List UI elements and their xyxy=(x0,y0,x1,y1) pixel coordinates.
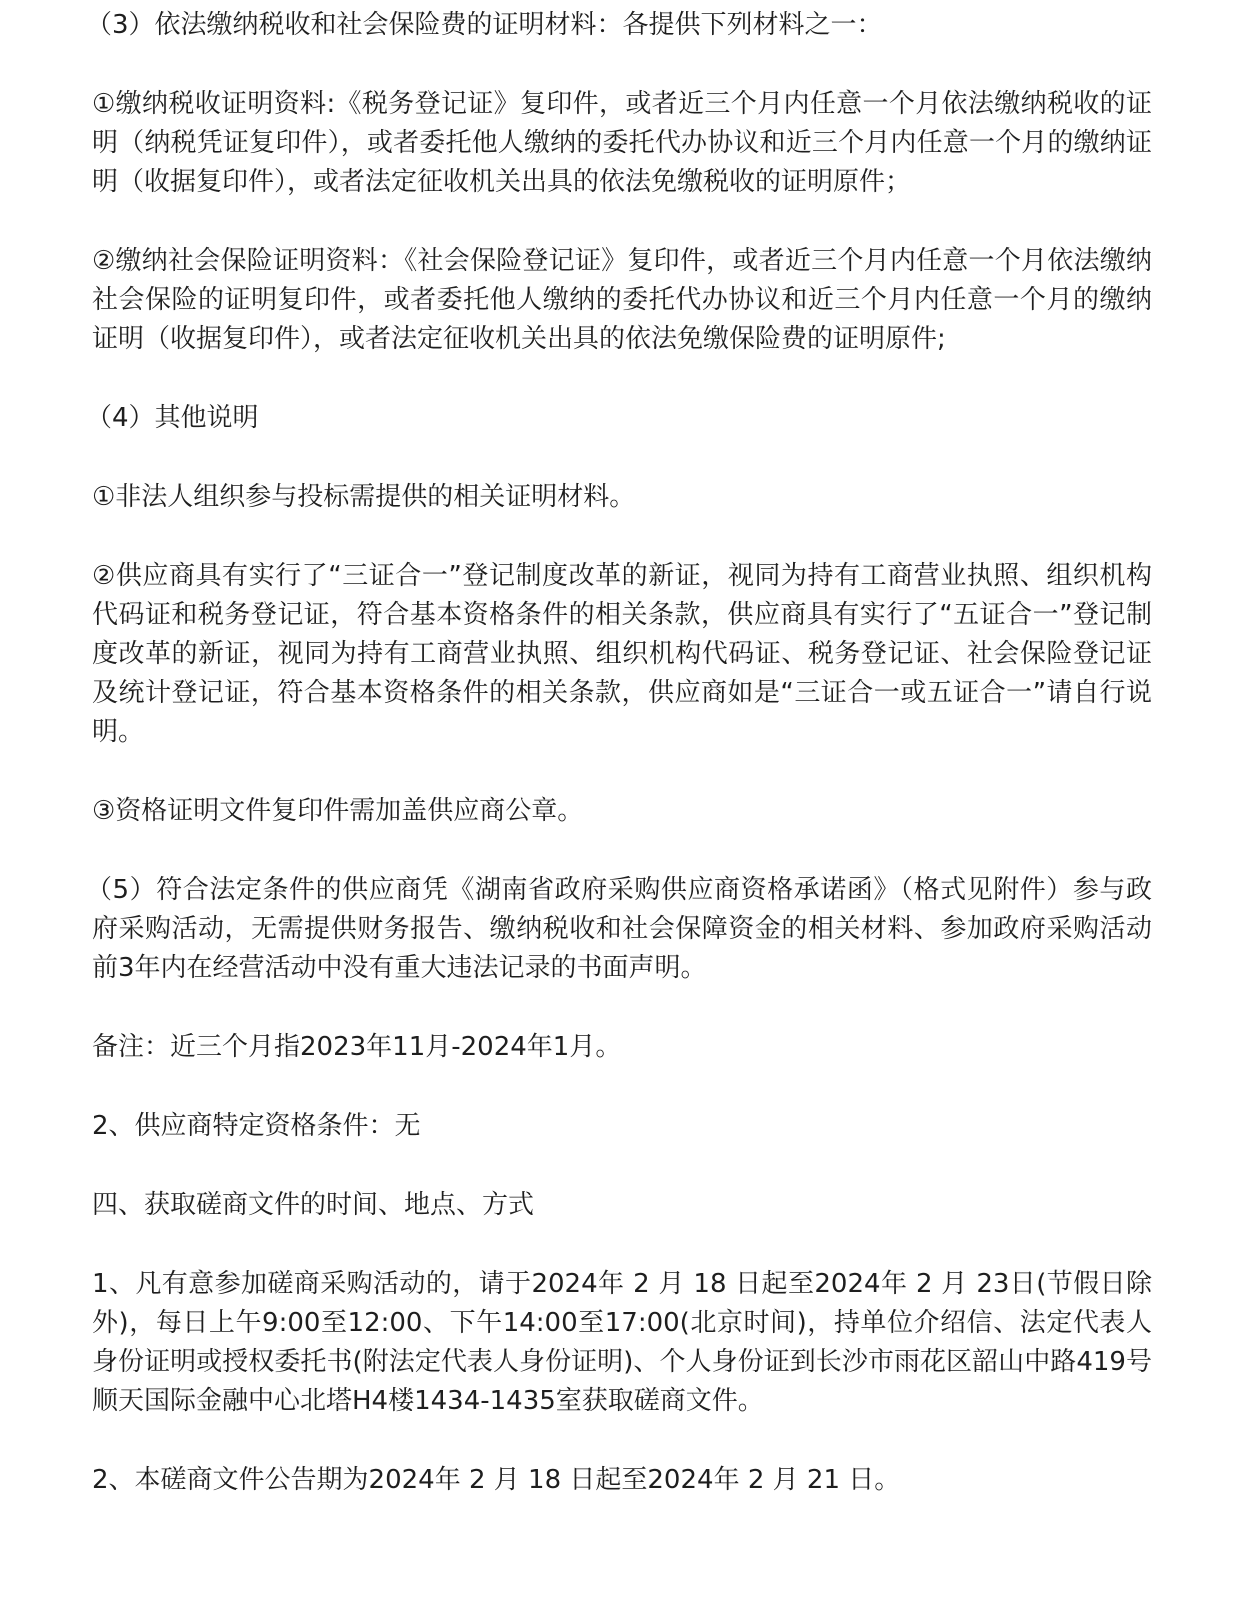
paragraph-certificate-merger: ②供应商具有实行了“三证合一”登记制度改革的新证，视同为持有工商营业执照、组织机构代码证和税务登记证，符合基本资格条件的相关条款，供应商具有实行了“五证合一”登记制度改革的新证，视同为持有工商营业执照、组织机构代码证、税务登记证、社会保险登记证及统计登记证，符合基本资格条件的相关条款，供应商如是“三证合一或五证合一”请自行说明。 xyxy=(92,561,1152,747)
paragraph-commitment-letter: （5）符合法定条件的供应商凭《湖南省政府采购供应商资格承诺函》（格式见附件）参与政府采购活动，无需提供财务报告、缴纳税收和社会保障资金的相关材料、参加政府采购活动前3年内在经营活动中没有重大违法记录的书面声明。 xyxy=(86,875,1152,983)
paragraph-tax-social-insurance-heading: （3）依法缴纳税收和社会保险费的证明材料：各提供下列材料之一： xyxy=(86,10,883,40)
document-body xyxy=(86,6,1152,1540)
paragraph-announcement-period: 2、本磋商文件公告期为2024年 2 月 18 日起至2024年 2 月 21 日。 xyxy=(92,1465,901,1495)
paragraph-special-qualification: 2、供应商特定资格条件：无 xyxy=(92,1111,421,1141)
paragraph-other-notes-heading: （4）其他说明 xyxy=(86,403,259,433)
section-heading-obtain-documents: 四、获取磋商文件的时间、地点、方式 xyxy=(92,1190,535,1220)
paragraph-remark: 备注：近三个月指2023年11月-2024年1月。 xyxy=(92,1032,622,1062)
paragraph-non-legal-entity: ①非法人组织参与投标需提供的相关证明材料。 xyxy=(92,482,636,512)
paragraph-social-insurance-proof: ②缴纳社会保险证明资料：《社会保险登记证》复印件，或者近三个月内任意一个月依法缴纳社会保险的证明复印件，或者委托他人缴纳的委托代办协议和近三个月内任意一个月的缴纳证明（收据复印件），或者法定征收机关出具的依法免缴保险费的证明原件; xyxy=(92,246,1152,354)
paragraph-official-seal: ③资格证明文件复印件需加盖供应商公章。 xyxy=(92,796,584,826)
paragraph-tax-proof: ①缴纳税收证明资料:《税务登记证》复印件，或者近三个月内任意一个月依法缴纳税收的证明（纳税凭证复印件），或者委托他人缴纳的委托代办协议和近三个月内任意一个月的缴纳证明（收据复印件），或者法定征收机关出具的依法免缴税收的证明原件； xyxy=(92,89,1152,197)
paragraph-obtain-time-place: 1、凡有意参加磋商采购活动的，请于2024年 2 月 18 日起至2024年 2 月 23日(节假日除外)，每日上午9:00至12:00、下午14:00至17:00(北京时间)，持单位介绍信、法定代表人身份证明或授权委托书(附法定代表人身份证明)、个人身份证到长沙市雨花区韶山中路419号顺天国际金融中心北塔H4楼1434-1435室获取磋商文件。 xyxy=(92,1269,1152,1416)
